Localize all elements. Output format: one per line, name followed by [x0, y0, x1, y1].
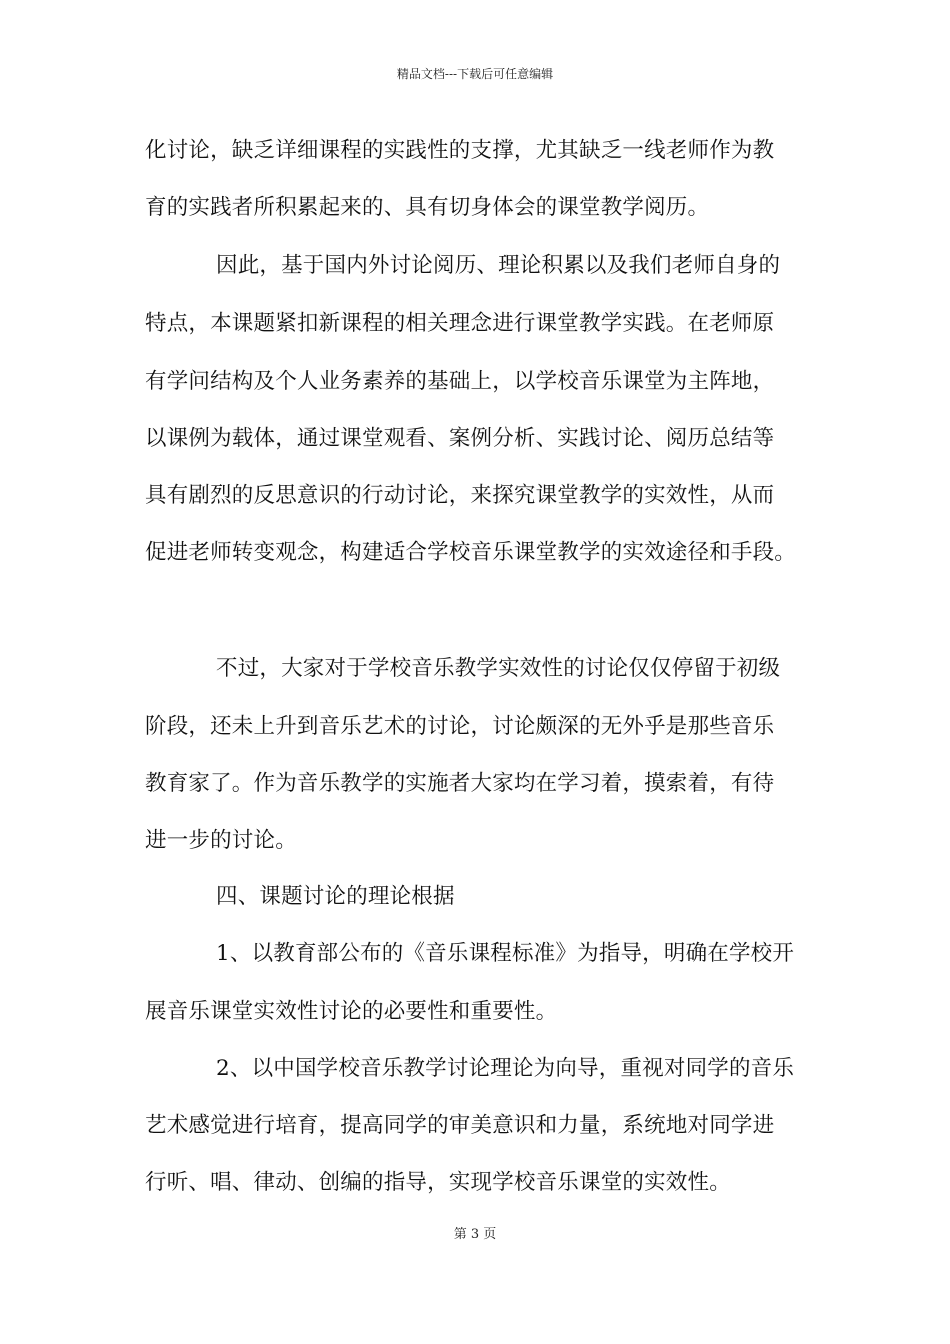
paragraph-line: 2、以中国学校音乐教学讨论理论为向导，重视对同学的音乐	[216, 1056, 795, 1081]
paragraph-line: 以课例为载体，通过课堂观看、案例分析、实践讨论、阅历总结等	[145, 426, 775, 451]
page-header: 精品文档---下载后可任意编辑	[396, 67, 554, 81]
paragraph-line: 化讨论，缺乏详细课程的实践性的支撑，尤其缺乏一线老师作为教	[145, 138, 775, 163]
paragraph-line: 育的实践者所积累起来的、具有切身体会的课堂教学阅历。	[145, 195, 710, 220]
paragraph-line: 1、以教育部公布的《音乐课程标准》为指导，明确在学校开	[216, 941, 795, 966]
paragraph-line: 进一步的讨论。	[145, 828, 297, 853]
section-heading: 四、课题讨论的理论根据	[216, 884, 455, 909]
paragraph-line: 艺术感觉进行培育，提高同学的审美意识和力量，系统地对同学进	[145, 1113, 775, 1138]
paragraph-line: 不过，大家对于学校音乐教学实效性的讨论仅仅停留于初级	[216, 656, 781, 681]
page-number: 第 3 页	[453, 1227, 497, 1242]
paragraph-line: 促进老师转变观念，构建适合学校音乐课堂教学的实效途径和手段。	[145, 540, 797, 565]
paragraph-line: 有学问结构及个人业务素养的基础上，以学校音乐课堂为主阵地，	[145, 369, 775, 394]
paragraph-line: 教育家了。作为音乐教学的实施者大家均在学习着，摸索着，有待	[145, 771, 775, 796]
paragraph-line: 阶段，还未上升到音乐艺术的讨论，讨论颇深的无外乎是那些音乐	[145, 714, 775, 739]
paragraph-line: 具有剧烈的反思意识的行动讨论，来探究课堂教学的实效性，从而	[145, 483, 775, 508]
paragraph-line: 展音乐课堂实效性讨论的必要性和重要性。	[145, 999, 558, 1024]
paragraph-line: 特点，本课题紧扣新课程的相关理念进行课堂教学实践。在老师原	[145, 311, 775, 336]
paragraph-line: 因此，基于国内外讨论阅历、理论积累以及我们老师自身的	[216, 253, 781, 278]
paragraph-line: 行听、唱、律动、创编的指导，实现学校音乐课堂的实效性。	[145, 1170, 731, 1195]
